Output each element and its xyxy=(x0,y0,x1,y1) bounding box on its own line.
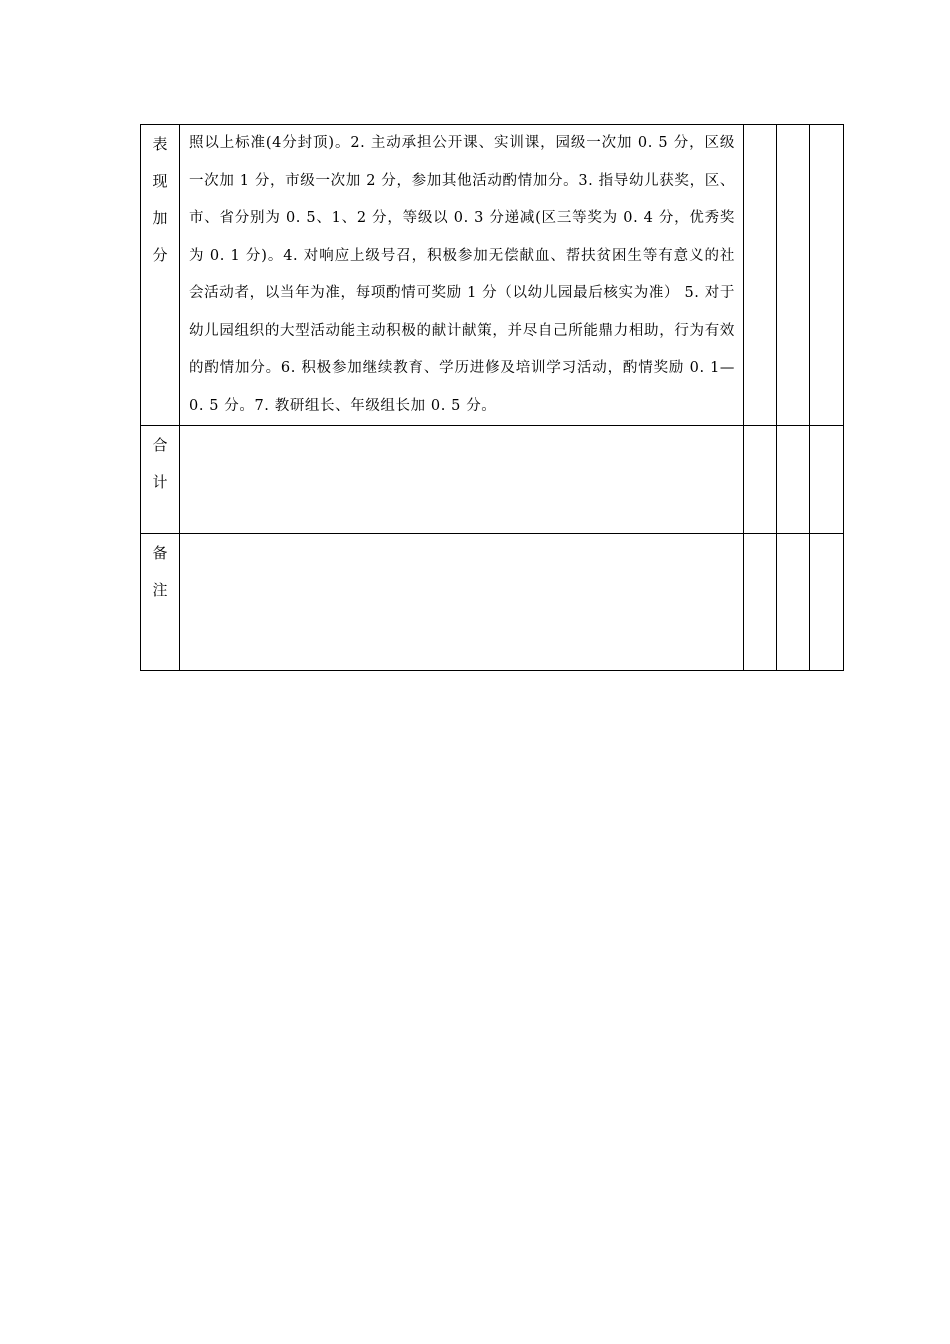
row-label-char: 现 xyxy=(152,172,168,190)
score-cell xyxy=(744,534,777,671)
score-cell xyxy=(810,125,844,426)
row-label-char: 合 xyxy=(152,436,168,454)
table-row-performance-bonus xyxy=(141,125,844,426)
score-cell xyxy=(810,426,844,534)
row-label-char: 表 xyxy=(152,135,168,153)
total-content-cell xyxy=(180,426,744,534)
score-cell xyxy=(810,534,844,671)
evaluation-table xyxy=(140,124,844,671)
score-cell xyxy=(777,125,810,426)
row-label-cell xyxy=(141,125,180,426)
row-label-cell xyxy=(141,534,180,671)
remarks-content-cell xyxy=(180,534,744,671)
criteria-text: 照以上标准(4分封顶)。2. 主动承担公开课、实训课，园级一次加 0. 5 分，区级一次加 1 分，市级一次加 2 分，参加其他活动酌情加分。3. 指导幼儿获奖，区、市、省分别为 0. 5、1、2 分，等级以 0. 3 分递减(区三等奖为 0. 4 分，优秀奖为 0. 1 分)。4. 对响应上级号召，积极参加无偿献血、帮扶贫困生等有意义的社会活动者，以当年为准，每项酌情可奖励 1 分（以幼儿园最后核实为准） 5. 对于幼儿园组织的大型活动能主动积极的献计献策，并尽自己所能鼎力相助，行为有效的酌情加分。6. 积极参加继续教育、学历进修及培训学习活动，酌情奖励 0. 1—0. 5 分。7. 教研组长、年级组长加 0. 5 分。 xyxy=(189,135,735,414)
row-label-char: 备 xyxy=(152,544,168,562)
score-cell xyxy=(744,125,777,426)
score-cell xyxy=(744,426,777,534)
row-label-cell xyxy=(141,426,180,534)
row-label-char: 计 xyxy=(152,473,168,491)
table-row-remarks xyxy=(141,534,844,671)
score-cell xyxy=(777,534,810,671)
row-label-char: 加 xyxy=(152,209,168,227)
row-label xyxy=(141,125,179,274)
score-cell xyxy=(777,426,810,534)
table-row-total xyxy=(141,426,844,534)
row-label xyxy=(141,534,179,609)
criteria-content-cell xyxy=(180,125,744,426)
row-label-char: 分 xyxy=(152,246,168,264)
row-label xyxy=(141,426,179,501)
row-label-char: 注 xyxy=(152,581,168,599)
